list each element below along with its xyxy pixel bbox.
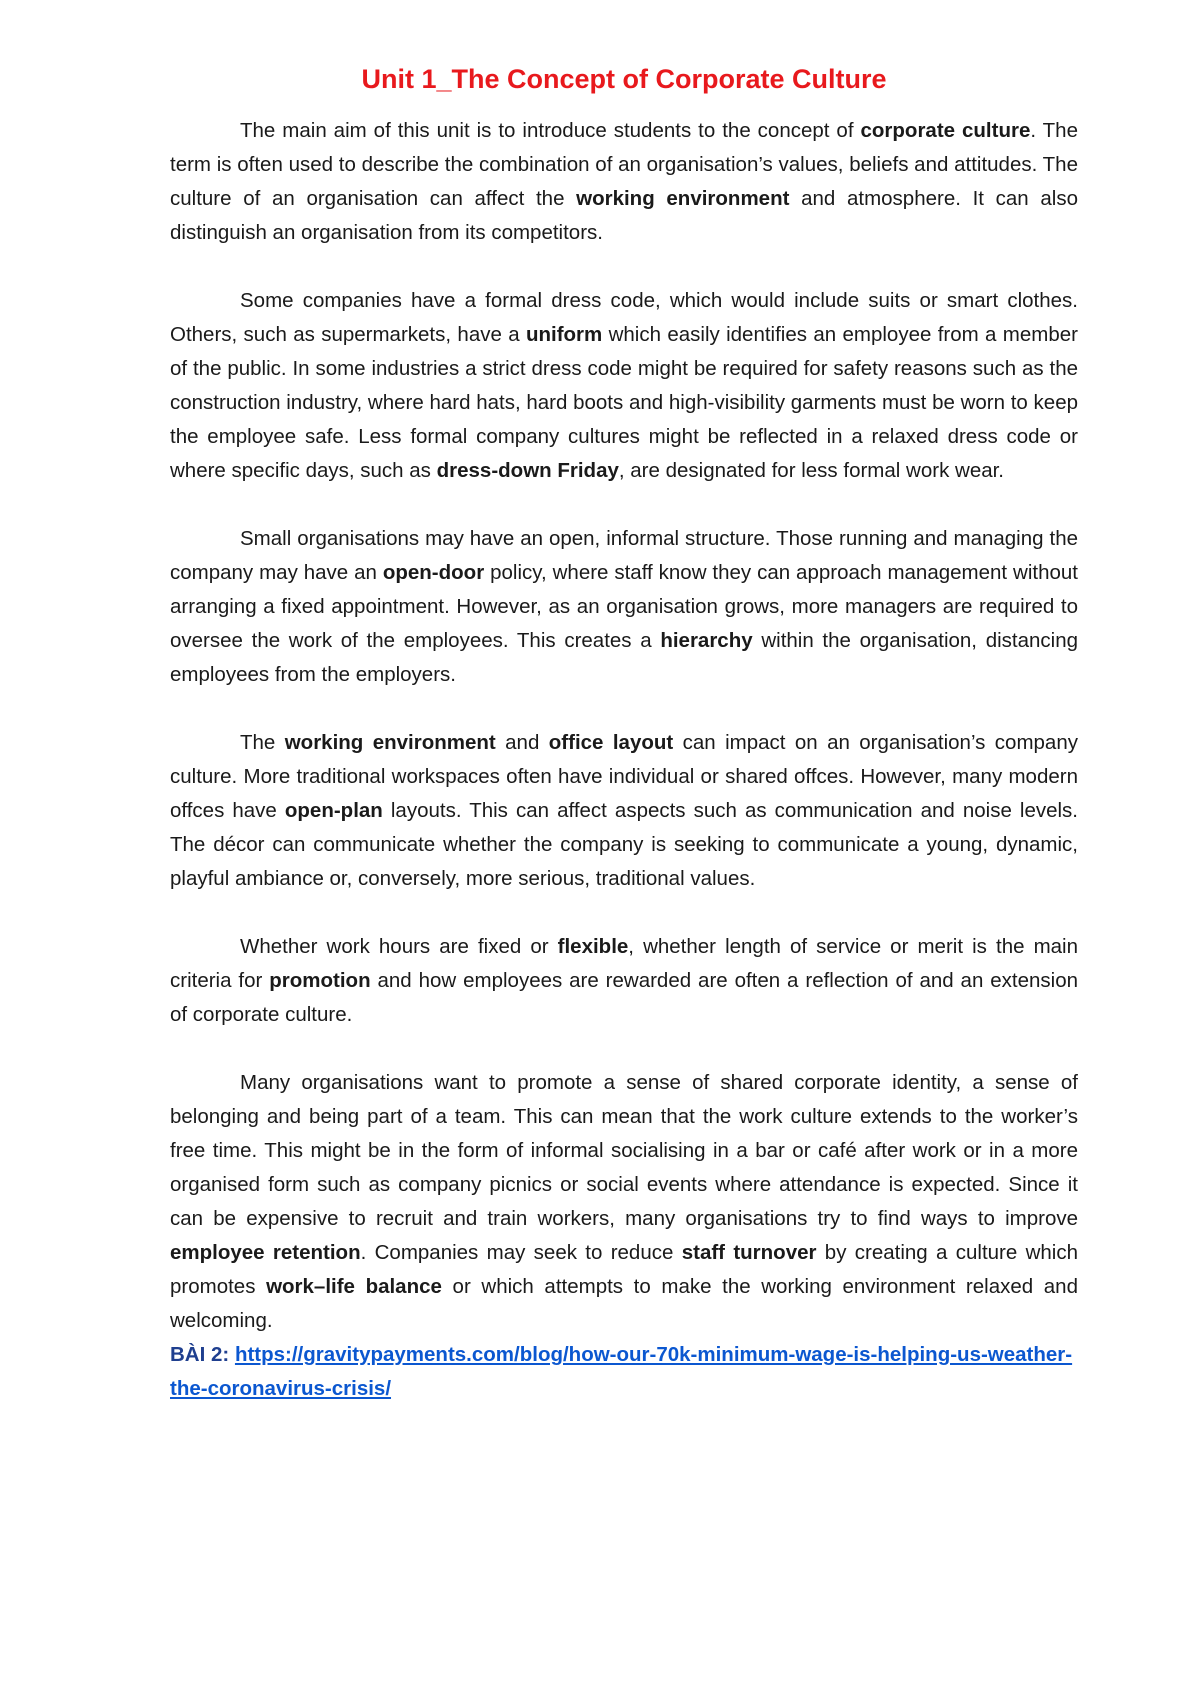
- text-segment: . Companies may seek to reduce: [360, 1241, 682, 1264]
- bold-term: open-door: [382, 561, 485, 584]
- bold-term: open-plan: [284, 799, 383, 822]
- bold-term: work–life balance: [266, 1275, 442, 1298]
- bold-term: promotion: [269, 969, 371, 992]
- text-segment: Whether work hours are fixed or: [240, 935, 558, 958]
- paragraph-6: [170, 1066, 1078, 1338]
- text-segment: Some companies have a formal dress code, which would include suits or smart clothes. Others, such as supermarkets, have a: [170, 289, 1078, 346]
- text-segment: Many organisations want to promote a sense of shared corporate identity, a sense of belonging and being part of a team. This can mean that the work culture extends to the worker’s free time. This might be in the form of informal socialising in a bar or café after work or in a more organised form such as company picnics or social events where attendance is expected. Since it can be expensive to recruit and train workers, many organisations try to find ways to improve: [170, 1071, 1078, 1230]
- bold-term: working environment: [284, 731, 496, 754]
- paragraph-1: [170, 114, 1078, 250]
- text-segment: layouts. This can affect aspects such as communication and noise levels. The décor can communicate whether the company is seeking to communicate a young, dynamic, playful ambiance or, conversely, more serious, traditional values.: [170, 799, 1079, 890]
- text-segment: and atmosphere. It can also distinguish an organisation from its competitors.: [170, 187, 1078, 244]
- text-segment: The: [240, 731, 285, 754]
- bold-term: flexible: [557, 935, 629, 958]
- paragraph-3: [170, 522, 1078, 692]
- exercise-label: BÀI 2:: [170, 1343, 235, 1366]
- bold-term: staff turnover: [681, 1241, 817, 1264]
- paragraph-4: [170, 726, 1078, 896]
- bold-term: hierarchy: [660, 629, 753, 652]
- exercise-line: [170, 1338, 1078, 1406]
- bold-term: working environment: [576, 187, 790, 210]
- text-segment: or which attempts to make the working environment relaxed and welcoming.: [170, 1275, 1078, 1332]
- text-segment: , whether length of service or merit is the main criteria for: [170, 935, 1078, 992]
- text-segment: can impact on an organisation’s company culture. More traditional workspaces often have individual or shared offces. However, many modern offces have: [170, 731, 1078, 822]
- text-segment: policy, where staff know they can approach management without arranging a fixed appointment. However, as an organisation grows, more managers are required to oversee the work of the employees. This creates a: [170, 561, 1078, 652]
- bold-term: office layout: [548, 731, 674, 754]
- body-text: [170, 114, 1078, 1338]
- text-segment: The main aim of this unit is to introduce students to the concept of: [240, 119, 861, 142]
- paragraph-5: [170, 930, 1078, 1032]
- bold-term: uniform: [525, 323, 603, 346]
- text-segment: Small organisations may have an open, informal structure. Those running and managing the company may have an: [170, 527, 1078, 584]
- exercise-link[interactable]: https://gravitypayments.com/blog/how-our-70k-minimum-wage-is-helping-us-weather-the-coronavirus-crisis/: [170, 1343, 1073, 1400]
- bold-term: dress-down Friday: [436, 459, 619, 482]
- bold-term: employee retention: [170, 1241, 361, 1264]
- document-page: [170, 62, 1078, 1406]
- bold-term: corporate culture: [860, 119, 1031, 142]
- text-segment: which easily identifies an employee from a member of the public. In some industries a strict dress code might be required for safety reasons such as the construction industry, where hard hats, hard boots and high-visibility garments must be worn to keep the employee safe. Less formal company cultures might be reflected in a relaxed dress code or where specific days, such as: [170, 323, 1078, 482]
- text-segment: and: [495, 731, 549, 754]
- text-segment: by creating a culture which promotes: [170, 1241, 1079, 1298]
- text-segment: within the organisation, distancing employees from the employers.: [170, 629, 1078, 686]
- text-segment: , are designated for less formal work wear.: [618, 459, 1005, 482]
- text-segment: and how employees are rewarded are often a reflection of and an extension of corporate culture.: [170, 969, 1079, 1026]
- text-segment: . The term is often used to describe the combination of an organisation’s values, beliefs and attitudes. The culture of an organisation can affect the: [170, 119, 1078, 210]
- page-title: Unit 1_The Concept of Corporate Culture: [361, 64, 887, 94]
- paragraph-2: [170, 284, 1078, 488]
